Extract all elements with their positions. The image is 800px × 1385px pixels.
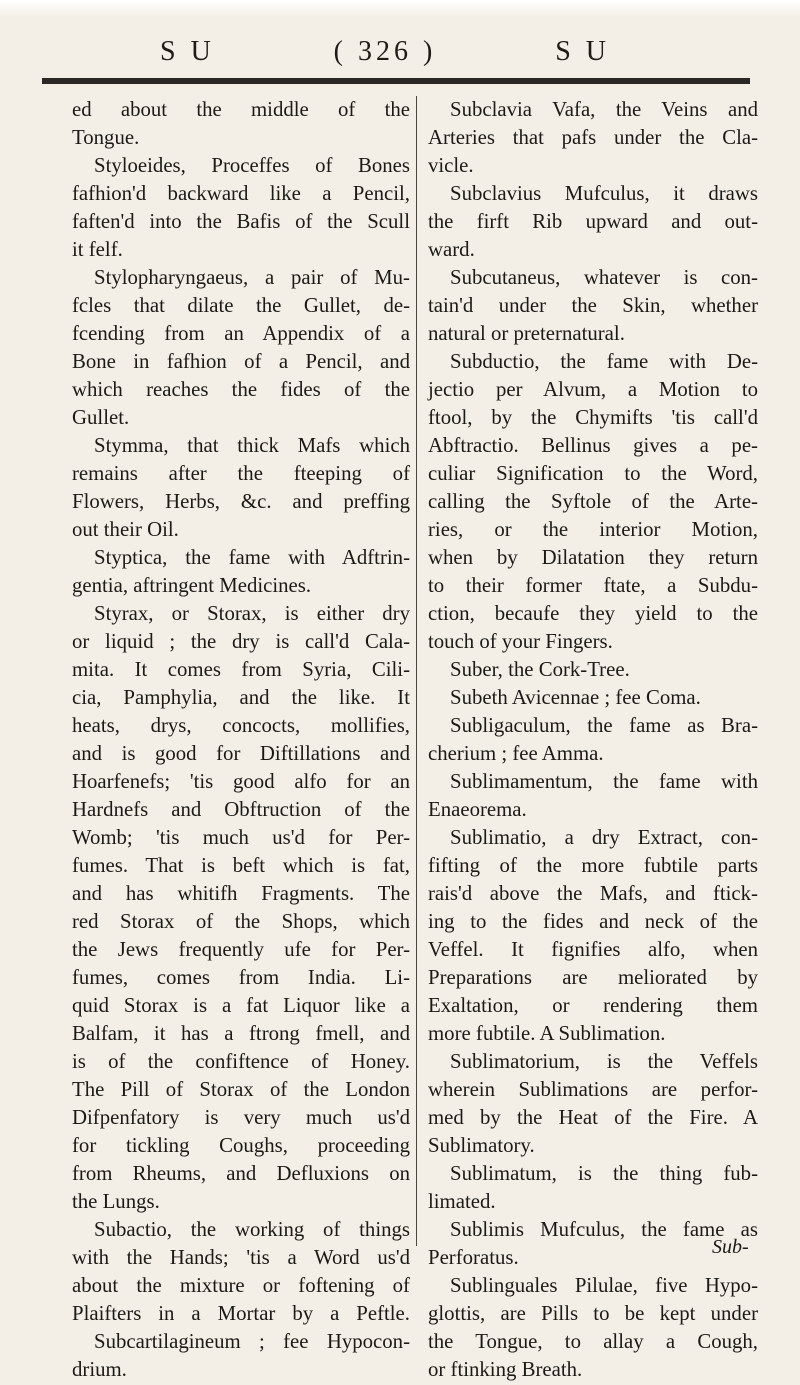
text-line: is of the confiftence of Honey. [72,1050,410,1073]
text-line: the Jews frequently ufe for Per- [72,938,410,961]
text-line: Suber, the Cork-Tree. [450,658,630,681]
text-line: Styrax, or Storax, is either dry [94,602,410,625]
text-line: quid Storax is a fat Liquor like a [72,994,410,1017]
text-line: ed about the middle of the [72,98,410,121]
text-line: out their Oil. [72,518,179,541]
text-line: more fubtile. A Sublimation. [428,1022,666,1045]
text-line: Enaeorema. [428,798,527,821]
running-header [160,36,610,76]
text-line: Abftractio. Bellinus gives a pe- [428,434,758,457]
text-line: Sublimatio, a dry Extract, con- [450,826,758,849]
text-line: ward. [428,238,475,261]
text-line: Subeth Avicennae ; fee Coma. [450,686,701,709]
text-line: mita. It comes from Syria, Cili- [72,658,410,681]
header-rule [42,78,750,84]
text-line: Stylopharyngaeus, a pair of Mu- [94,266,410,289]
text-line: the firft Rib upward and out- [428,210,758,233]
column-divider [416,96,417,1246]
text-line: or ftinking Breath. [428,1358,583,1381]
text-line: The Pill of Storax of the London [72,1078,410,1101]
text-line: fcles that dilate the Gullet, de- [72,294,410,317]
text-line: Sublimatum, is the thing fub- [450,1162,758,1185]
text-line: cia, Pamphylia, and the like. It [72,686,410,709]
text-line: red Storax of the Shops, which [72,910,410,933]
text-line: or liquid ; the dry is call'd Cala- [72,630,410,653]
header-right: S U [555,36,610,67]
text-line: Sublimatory. [428,1134,535,1157]
text-line: Subclavia Vafa, the Veins and [450,98,758,121]
text-line: Flowers, Herbs, &c. and preffing [72,490,410,513]
text-line: Sublimatorium, is the Veffels [450,1050,758,1073]
text-line: Exaltation, or rendering them [428,994,758,1017]
text-line: cherium ; fee Amma. [428,742,604,765]
text-line: med by the Heat of the Fire. A [428,1106,758,1129]
text-line: ing to the fides and neck of the [428,910,758,933]
text-line: tain'd under the Skin, whether [428,294,758,317]
header-left: S U [160,36,215,67]
text-line: remains after the fteeping of [72,462,410,485]
text-line: fafhion'd backward like a Pencil, [72,182,410,205]
text-line: it felf. [72,238,123,261]
text-line: rais'd above the Mafs, and ftick- [428,882,758,905]
text-line: calling the Syftole of the Arte- [428,490,758,513]
text-line: fifting of the more fubtile parts [428,854,758,877]
text-line: Plaifters in a Mortar by a Peftle. [72,1302,410,1325]
text-line: vicle. [428,154,474,177]
text-line: Subclavius Mufculus, it draws [450,182,758,205]
text-line: limated. [428,1190,496,1213]
text-line: about the mixture or foftening of [72,1274,410,1297]
text-line: wherein Sublimations are perfor- [428,1078,758,1101]
text-line: Bone in fafhion of a Pencil, and [72,350,410,373]
text-line: jectio per Alvum, a Motion to [428,378,758,401]
text-line: Sublimamentum, the fame with [450,770,758,793]
text-line: Preparations are meliorated by [428,966,758,989]
page-number: ( 326 ) [333,36,437,67]
text-line: with the Hands; 'tis a Word us'd [72,1246,410,1269]
text-line: the Tongue, to allay a Cough, [428,1330,758,1353]
text-line: fumes, comes from India. Li- [72,966,410,989]
text-line: fumes. That is beft which is fat, [72,854,410,877]
text-line: Balfam, it has a ftrong fmell, and [72,1022,410,1045]
text-line: to their former ftate, a Subdu- [428,574,758,597]
text-line: Subcutaneus, whatever is con- [450,266,758,289]
text-line: Subductio, the fame with De- [450,350,758,373]
text-line: heats, drys, concocts, mollifies, [72,714,410,737]
text-line: culiar Signification to the Word, [428,462,758,485]
text-line: from Rheums, and Defluxions on [72,1162,410,1185]
text-line: glottis, are Pills to be kept under [428,1302,758,1325]
text-line: Perforatus. [428,1246,519,1269]
text-line: Womb; 'tis much us'd for Per- [72,826,410,849]
text-line: which reaches the fides of the [72,378,410,401]
text-line: Difpenfatory is very much us'd [72,1106,410,1129]
catchword: Sub- [712,1236,749,1258]
text-line: ction, becaufe they yield to the [428,602,758,625]
text-line: Hoarfenefs; 'tis good alfo for an [72,770,410,793]
text-line: ftool, by the Chymifts 'tis call'd [428,406,758,429]
text-line: Gullet. [72,406,130,429]
text-line: fcending from an Appendix of a [72,322,410,345]
text-line: and is good for Diftillations and [72,742,410,765]
text-line: and has whitifh Fragments. The [72,882,410,905]
text-line: gentia, aftringent Medicines. [72,574,312,597]
text-line: Subcartilagineum ; fee Hypocon- [94,1330,410,1353]
right-column [428,96,758,1384]
text-line: the Lungs. [72,1190,160,1213]
text-line: natural or preternatural. [428,322,625,345]
text-line: faften'd into the Bafis of the Scull [72,210,410,233]
text-line: Styloeides, Proceffes of Bones [94,154,410,177]
text-line: when by Dilatation they return [428,546,758,569]
text-line: Veffel. It fignifies alfo, when [428,938,758,961]
text-line: Hardnefs and Obftruction of the [72,798,410,821]
page-top-edge [0,0,800,18]
text-line: Arteries that pafs under the Cla- [428,126,758,149]
text-line: Subligaculum, the fame as Bra- [450,714,758,737]
text-line: Styptica, the fame with Adftrin- [94,546,410,569]
text-line: Subactio, the working of things [94,1218,410,1241]
text-line: drium. [72,1358,127,1381]
left-column [72,96,410,1384]
text-line: touch of your Fingers. [428,630,613,653]
text-line: for tickling Coughs, proceeding [72,1134,410,1157]
text-line: Stymma, that thick Mafs which [94,434,410,457]
text-line: Sublinguales Pilulae, five Hypo- [450,1274,758,1297]
text-line: Tongue. [72,126,140,149]
text-line: ries, or the interior Motion, [428,518,758,541]
text-line: Sublimis Mufculus, the fame as [450,1218,758,1241]
